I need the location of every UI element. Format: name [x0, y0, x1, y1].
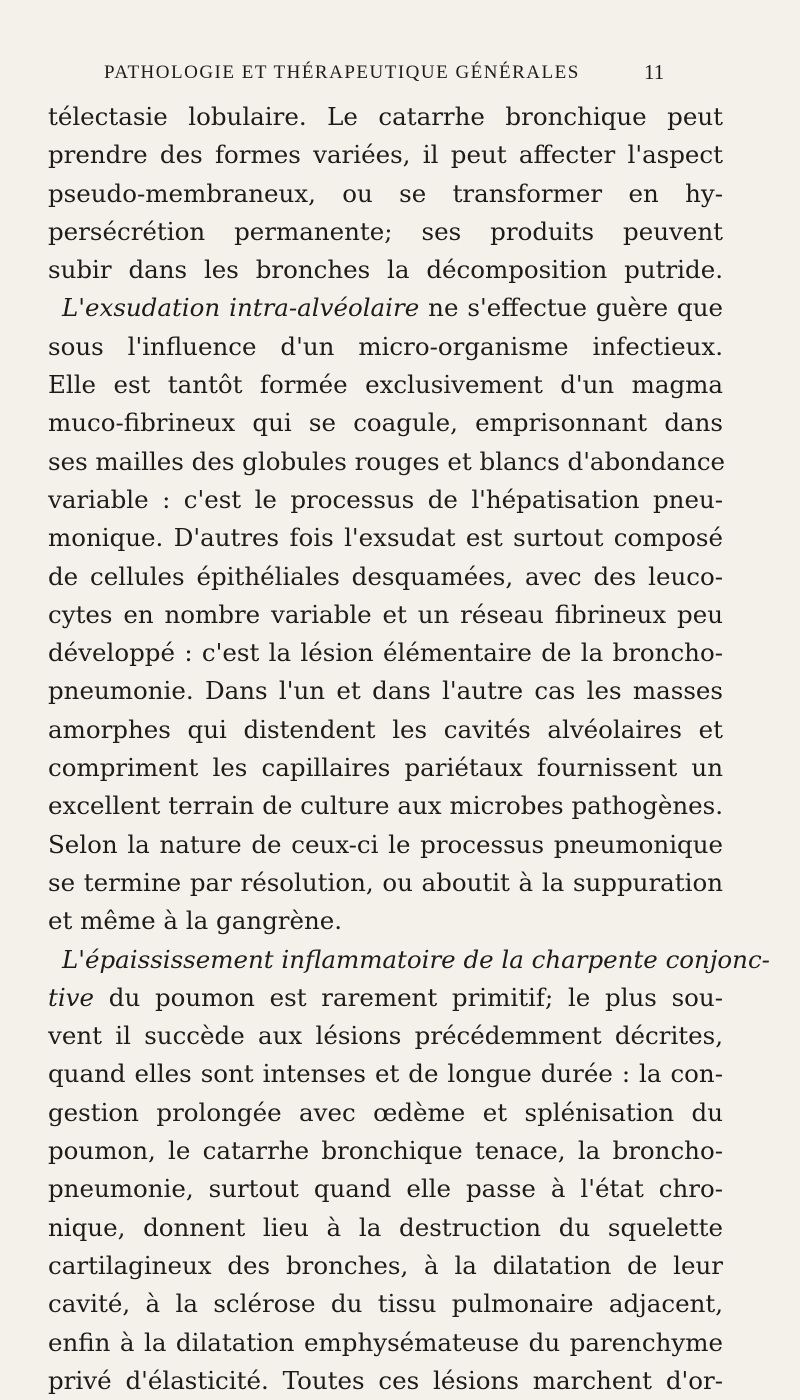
text-line — [48, 1247, 723, 1285]
text-line — [48, 328, 723, 366]
text-run: Selon la nature de ceux-ci le processus pneumonique — [48, 829, 723, 859]
text-run: nique, donnent lieu à la destruction du squelette — [48, 1212, 723, 1242]
text-line — [48, 711, 723, 749]
text-line — [48, 481, 723, 519]
text-line — [48, 1362, 723, 1400]
text-line — [48, 519, 723, 557]
text-run: poumon, le catarrhe bronchique tenace, la broncho- — [48, 1136, 723, 1166]
text-run: enfin à la dilatation emphysémateuse du parenchyme — [48, 1327, 723, 1357]
text-run: muco-fibrineux qui se coagule, emprisonnant dans — [48, 408, 723, 438]
text-run: persécrétion permanente; ses produits peuvent — [48, 216, 723, 246]
text-line — [48, 443, 726, 481]
text-run: amorphes qui distendent les cavités alvéolaires et — [48, 714, 723, 744]
text-line — [48, 136, 723, 174]
text-run: excellent terrain de culture aux microbes pathogènes. — [48, 791, 723, 821]
text-run: développé : c'est la lésion élémentaire de la broncho- — [48, 638, 723, 668]
text-run: monique. D'autres fois l'exsudat est surtout composé — [48, 523, 723, 553]
text-run: pneumonie. Dans l'un et dans l'autre cas les masses — [48, 676, 723, 706]
text-run: pseudo-membraneux, ou se transformer en hy- — [48, 178, 723, 208]
text-run: vent il succède aux lésions précédemment décrites, — [48, 1021, 723, 1051]
text-line — [48, 672, 723, 710]
page-number: 11 — [644, 60, 665, 84]
text-line — [48, 787, 723, 825]
text-run: ses mailles des globules rouges et blancs d'abondance — [48, 446, 726, 476]
text-run: compriment les capillaires pariétaux fournissent un — [48, 753, 723, 783]
text-run: quand elles sont intenses et de longue durée : la con- — [48, 1059, 723, 1089]
text-line — [48, 1170, 723, 1208]
text-line — [48, 213, 723, 251]
text-line — [48, 749, 723, 787]
text-run: et même à la gangrène. — [48, 906, 343, 936]
italic-run: L'exsudation intra-alvéolaire — [62, 293, 420, 323]
text-line — [48, 1324, 723, 1362]
text-run: privé d'élasticité. Toutes ces lésions marchent d'or- — [48, 1365, 723, 1395]
italic-run: L'épaississement inflammatoire de la charpente conjonc- — [62, 944, 770, 974]
text-line — [48, 1094, 723, 1132]
running-head-title: PATHOLOGIE ET THÉRAPEUTIQUE GÉNÉRALES — [104, 62, 580, 83]
text-line — [48, 1017, 723, 1055]
italic-run: tive — [48, 982, 95, 1012]
text-line — [48, 366, 723, 404]
text-run: variable : c'est le processus de l'hépatisation pneu- — [48, 484, 723, 514]
text-run: de cellules épithéliales desquamées, avec des leuco- — [48, 561, 723, 591]
text-line — [48, 941, 770, 979]
text-run: subir dans les bronches la décomposition putride. — [48, 255, 723, 285]
text-run: cavité, à la sclérose du tissu pulmonaire adjacent, — [48, 1289, 723, 1319]
body-text — [48, 98, 770, 1400]
text-run: sous l'influence d'un micro-organisme infectieux. — [48, 331, 723, 361]
text-run: du poumon est rarement primitif; le plus sou- — [94, 982, 723, 1012]
text-line — [48, 251, 723, 289]
text-run: prendre des formes variées, il peut affecter l'aspect — [48, 140, 723, 170]
text-line — [48, 404, 723, 442]
text-run: cytes en nombre variable et un réseau fibrineux peu — [48, 599, 723, 629]
text-line — [48, 1285, 723, 1323]
text-line — [48, 1055, 723, 1093]
text-run: se termine par résolution, ou aboutit à la suppuration — [48, 867, 723, 897]
text-line — [48, 98, 723, 136]
text-run: pneumonie, surtout quand elle passe à l'état chro- — [48, 1174, 723, 1204]
text-line — [48, 902, 723, 940]
running-head — [104, 62, 724, 90]
text-line — [48, 558, 723, 596]
text-line — [48, 1209, 723, 1247]
text-line — [48, 289, 723, 327]
text-line — [48, 864, 723, 902]
text-run: Elle est tantôt formée exclusivement d'un magma — [48, 370, 723, 400]
text-line — [48, 175, 723, 213]
text-run: télectasie lobulaire. Le catarrhe bronchique peut — [48, 102, 723, 131]
text-run: gestion prolongée avec œdème et splénisation du — [48, 1097, 723, 1127]
text-line — [48, 634, 723, 672]
text-line — [48, 826, 723, 864]
text-line — [48, 1132, 723, 1170]
text-run: cartilagineux des bronches, à la dilatation de leur — [48, 1250, 723, 1280]
text-run: ne s'effectue guère que — [419, 293, 724, 323]
text-line — [48, 979, 723, 1017]
text-line — [48, 596, 723, 634]
